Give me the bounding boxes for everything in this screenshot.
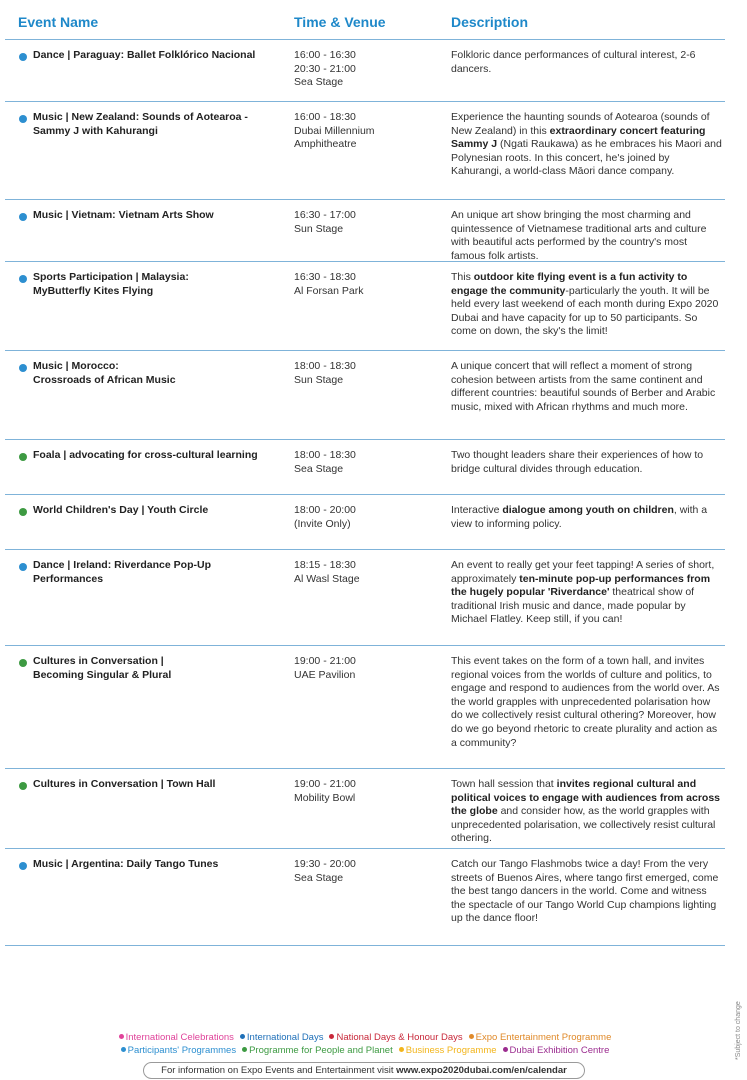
time-venue-line: (Invite Only) xyxy=(294,517,351,530)
event-name-line: Crossroads of African Music xyxy=(33,373,176,386)
time-venue-line: Al Forsan Park xyxy=(294,284,364,297)
event-name xyxy=(33,49,278,63)
time-venue-line: Sea Stage xyxy=(294,76,344,89)
legend-label: International Days xyxy=(246,1032,324,1043)
description-text: theatrical show of traditional Irish music and dance, made popular by Michael Flatley. Keep still, if you can! xyxy=(451,586,695,626)
description-text: Catch our Tango Flashmobs twice a day! From the very streets of Buenos Aires, where tango first emerged, come the best tango dancers in the world. Come and witness the spectacle of our Tango World Cup champions lighting up the dance floor! xyxy=(451,858,719,925)
description-highlight: outdoor kite flying event is a fun activity to engage the community xyxy=(451,271,688,297)
legend-item xyxy=(503,1045,610,1057)
legend-item xyxy=(121,1045,236,1057)
legend-dot-icon xyxy=(329,1034,334,1039)
column-header-time-venue: Time & Venue xyxy=(294,14,386,30)
column-header-description: Description xyxy=(451,14,529,30)
time-venue xyxy=(294,655,434,682)
event-name xyxy=(33,449,278,463)
event-name-line: Music | New Zealand: Sounds of Aotearoa - xyxy=(33,111,248,123)
event-description xyxy=(451,449,723,476)
event-name xyxy=(33,360,278,387)
category-dot-icon xyxy=(19,659,27,667)
description-text: -particularly the youth. It will be held every last weekend of each month during Expo 2020 Dubai and have capacity for up to 50 participants. So come on down, the sky's the limit! xyxy=(451,284,719,338)
description-text: Interactive xyxy=(451,504,503,516)
time-venue xyxy=(294,858,434,885)
description-highlight: dialogue among youth on children xyxy=(502,504,674,516)
event-name-line: World Children's Day | Youth Circle xyxy=(33,504,209,516)
description-text: A unique concert that will reflect a moment of strong cohesion between artists from the same continent and different countries: beautiful sounds of Berber and Arabic music, mixed with African rhythms and much more. xyxy=(451,360,716,413)
time-venue xyxy=(294,559,434,586)
category-dot-icon xyxy=(19,53,27,61)
legend-dot-icon xyxy=(503,1047,508,1052)
description-text: This xyxy=(451,271,474,283)
time-venue-line: 20:30 - 21:00 xyxy=(294,62,356,75)
legend-row-1 xyxy=(0,1032,730,1044)
time-venue-line: 18:00 - 18:30 xyxy=(294,360,356,372)
legend-label: Programme for People and Planet xyxy=(249,1045,393,1056)
category-dot-icon xyxy=(19,453,27,461)
legend-item xyxy=(119,1032,234,1044)
table-row xyxy=(5,351,725,440)
category-dot-icon xyxy=(19,213,27,221)
description-text: Two thought leaders share their experiences of how to bridge cultural divides through education. xyxy=(451,449,704,475)
footer-text: For information on Expo Events and Entertainment visit xyxy=(161,1065,397,1076)
description-text: Town hall session that xyxy=(451,778,557,790)
description-text: An event to really get your feet tapping! A series of short, approximately xyxy=(451,559,715,585)
time-venue xyxy=(294,209,434,236)
description-text: (Ngati Raukawa) as he embraces his Maori and Polynesian roots. In this concert, he's joined by Kahurangi, a world-class Māori dance company. xyxy=(451,138,722,178)
event-name-line: Dance | Ireland: Riverdance Pop-Up xyxy=(33,559,211,571)
time-venue-line: Sea Stage xyxy=(294,871,344,884)
event-description xyxy=(451,271,723,339)
table-row xyxy=(5,495,725,550)
event-description xyxy=(451,209,723,263)
description-text: An unique art show bringing the most charming and quintessence of Vietnamese traditional arts and culture with beautiful acts performed by the country's most famous folk artists. xyxy=(451,209,707,262)
event-name-line: Music | Argentina: Daily Tango Tunes xyxy=(33,858,219,870)
time-venue-line: 16:00 - 16:30 xyxy=(294,49,356,61)
time-venue xyxy=(294,360,434,387)
event-name xyxy=(33,504,278,518)
description-highlight: extraordinary concert featuring Sammy J xyxy=(451,124,706,151)
category-dot-icon xyxy=(19,862,27,870)
time-venue-line: 16:30 - 17:00 xyxy=(294,209,356,221)
event-name-line: MyButterfly Kites Flying xyxy=(33,284,154,297)
event-description xyxy=(451,504,723,531)
event-description xyxy=(451,778,723,846)
event-name xyxy=(33,858,278,872)
time-venue-line: 19:00 - 21:00 xyxy=(294,655,356,667)
legend-label: Dubai Exhibition Centre xyxy=(509,1045,610,1056)
legend-dot-icon xyxy=(119,1034,124,1039)
table-row xyxy=(5,40,725,102)
description-text: This event takes on the form of a town hall, and invites regional voices from the worlds of culture and politics, to engage and respond to audiences from the world over. As the world grapples with unprecedented polarisation how do we collectively resist cultural othering? Moreover, how do we go beyond rhetoric to create plurality and action as a community? xyxy=(451,655,720,749)
time-venue-line: 16:00 - 18:30 xyxy=(294,111,356,123)
calendar-link-note xyxy=(143,1062,585,1079)
legend-dot-icon xyxy=(121,1047,126,1052)
time-venue-line: 18:00 - 20:00 xyxy=(294,504,356,516)
table-row xyxy=(5,200,725,262)
event-description xyxy=(451,111,723,179)
time-venue-line: Mobility Bowl xyxy=(294,791,356,804)
legend-dot-icon xyxy=(240,1034,245,1039)
time-venue-line: 19:30 - 20:00 xyxy=(294,858,356,870)
table-row xyxy=(5,849,725,946)
time-venue xyxy=(294,778,434,805)
event-name-line: Becoming Singular & Plural xyxy=(33,668,172,681)
event-name xyxy=(33,655,278,682)
table-row xyxy=(5,262,725,351)
description-text: Experience the haunting sounds of Aotearoa (sounds of New Zealand) in this xyxy=(451,111,710,137)
legend-item xyxy=(399,1045,497,1057)
event-name-line: Cultures in Conversation | xyxy=(33,655,164,667)
time-venue xyxy=(294,49,434,90)
time-venue xyxy=(294,271,434,298)
legend-label: International Celebrations xyxy=(125,1032,234,1043)
time-venue-line: 16:30 - 18:30 xyxy=(294,271,356,283)
legend-item xyxy=(469,1032,612,1044)
time-venue-line: Sun Stage xyxy=(294,222,344,235)
event-name xyxy=(33,209,278,223)
event-name-line: Music | Morocco: xyxy=(33,360,119,372)
time-venue xyxy=(294,504,434,531)
time-venue-line: 19:00 - 21:00 xyxy=(294,778,356,790)
time-venue-line: 18:00 - 18:30 xyxy=(294,449,356,461)
time-venue-line: Sea Stage xyxy=(294,462,344,475)
legend-item xyxy=(240,1032,324,1044)
event-description xyxy=(451,360,723,414)
table-row xyxy=(5,102,725,200)
time-venue-line: UAE Pavilion xyxy=(294,668,356,681)
calendar-url-link[interactable]: www.expo2020dubai.com/en/calendar xyxy=(396,1065,567,1076)
time-venue-line: Sun Stage xyxy=(294,373,344,386)
subject-to-change-note: *Subject to change xyxy=(735,1001,742,1060)
legend-label: Business Programme xyxy=(405,1045,497,1056)
legend-dot-icon xyxy=(399,1047,404,1052)
event-name-line: Performances xyxy=(33,572,104,585)
time-venue-line: 18:15 - 18:30 xyxy=(294,559,356,571)
description-highlight: ten-minute pop-up performances from the hugely popular 'Riverdance' xyxy=(451,572,711,599)
event-name-line: Sports Participation | Malaysia: xyxy=(33,271,189,283)
category-dot-icon xyxy=(19,364,27,372)
legend-label: National Days & Honour Days xyxy=(336,1032,463,1043)
time-venue xyxy=(294,111,434,152)
event-name xyxy=(33,111,278,138)
legend-item xyxy=(329,1032,462,1044)
category-dot-icon xyxy=(19,275,27,283)
legend-label: Participants' Programmes xyxy=(127,1045,237,1056)
table-row xyxy=(5,769,725,849)
table-row xyxy=(5,550,725,646)
time-venue-line: Al Wasl Stage xyxy=(294,572,360,585)
event-description xyxy=(451,49,723,76)
event-name xyxy=(33,271,278,298)
event-name-line: Cultures in Conversation | Town Hall xyxy=(33,778,216,790)
description-text: and consider how, as the world grapples with unprecedented polarisation, we collectively resist cultural othering. xyxy=(451,805,716,845)
event-description xyxy=(451,655,723,750)
table-row xyxy=(5,440,725,495)
event-name-line: Music | Vietnam: Vietnam Arts Show xyxy=(33,209,214,221)
legend-dot-icon xyxy=(242,1047,247,1052)
time-venue-line: Amphitheatre xyxy=(294,138,357,151)
description-text: , with a view to informing policy. xyxy=(451,504,708,530)
time-venue-line: Dubai Millennium xyxy=(294,124,375,137)
event-name xyxy=(33,778,278,792)
event-description xyxy=(451,559,723,627)
legend-item xyxy=(242,1045,393,1057)
event-name xyxy=(33,559,278,586)
category-dot-icon xyxy=(19,508,27,516)
table-header xyxy=(5,5,725,40)
table-row xyxy=(5,646,725,769)
category-dot-icon xyxy=(19,563,27,571)
description-highlight: invites regional cultural and political voices to engage with audiences from across the globe xyxy=(451,778,720,818)
description-text: Folkloric dance performances of cultural interest, 2-6 dancers. xyxy=(451,49,696,75)
category-dot-icon xyxy=(19,115,27,123)
category-dot-icon xyxy=(19,782,27,790)
event-name-line: Dance | Paraguay: Ballet Folklórico Nacional xyxy=(33,49,256,61)
event-name-line: Foala | advocating for cross-cultural learning xyxy=(33,449,258,461)
event-name-line: Sammy J with Kahurangi xyxy=(33,124,158,137)
legend-dot-icon xyxy=(469,1034,474,1039)
legend-row-2 xyxy=(0,1045,730,1057)
column-header-event-name: Event Name xyxy=(18,14,99,30)
time-venue xyxy=(294,449,434,476)
event-description xyxy=(451,858,723,926)
legend-label: Expo Entertainment Programme xyxy=(475,1032,612,1043)
